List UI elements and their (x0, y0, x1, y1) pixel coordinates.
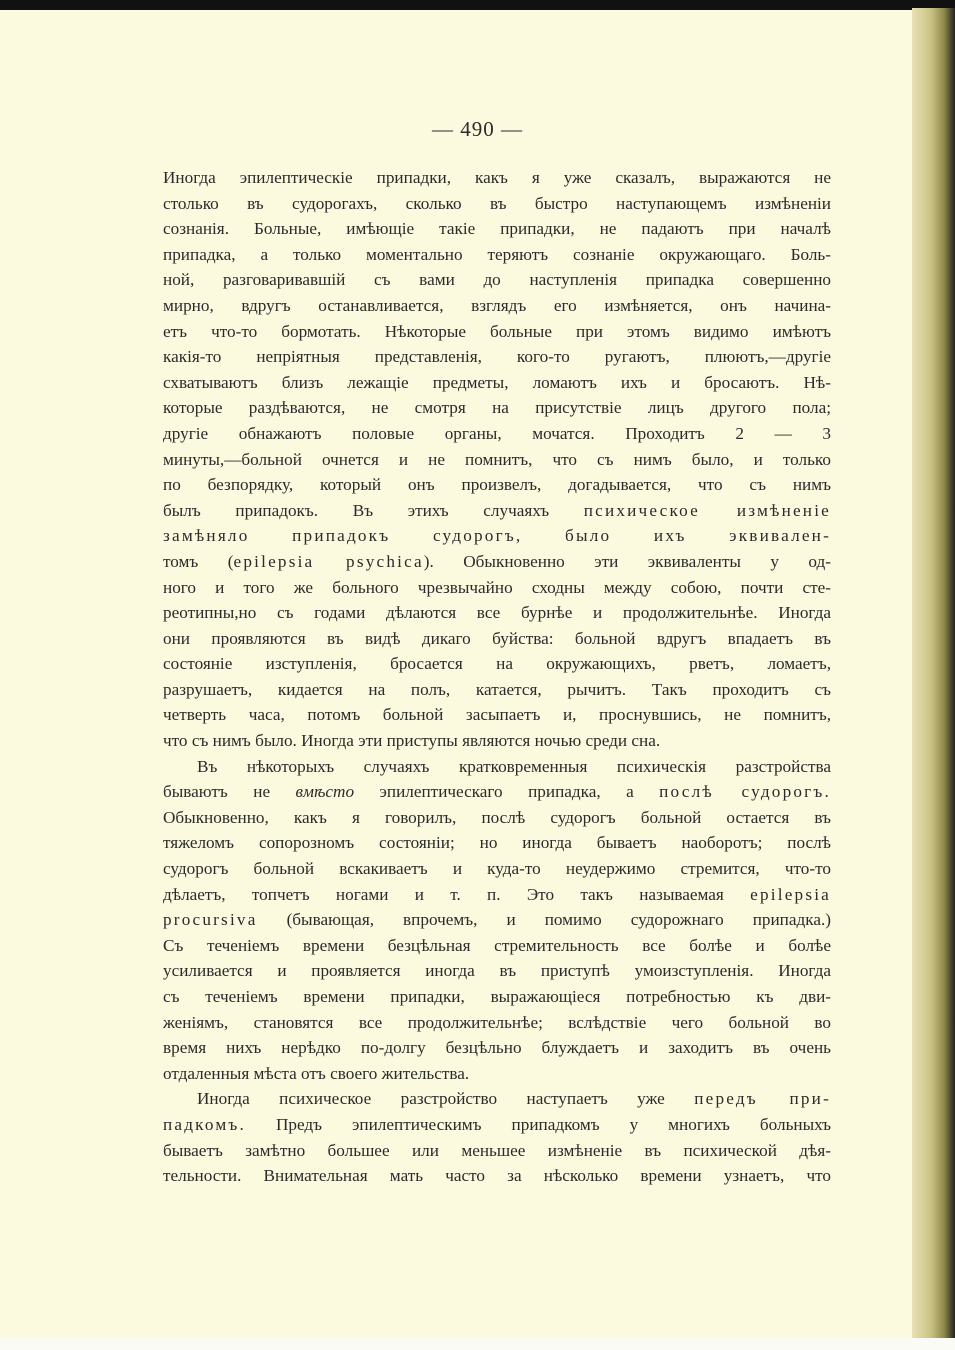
text-line: замѣняло припадокъ судорогъ, было ихъ эквивален- (163, 526, 831, 546)
text-line: другіе обнажаютъ половые органы, мочатся. Проходитъ 2 — 3 (163, 423, 831, 443)
spaced-term: передъ при- (694, 1089, 832, 1109)
text-line: етъ что-то бормотать. Нѣкоторые больные при этомъ видимо имѣютъ (163, 321, 831, 341)
text-line: ной, разговаривавшій съ вами до наступленія припадка совершенно (163, 270, 831, 290)
text-line (163, 1112, 831, 1138)
text-line: по безпорядку, который онъ произвелъ, догадывается, что съ нимъ (163, 475, 831, 495)
text-line: разрушаетъ, кидается на полъ, катается, рычитъ. Такъ проходитъ съ (163, 679, 831, 699)
italic-term: вмѣсто (295, 782, 355, 802)
text-line: что съ нимъ было. Иногда эти приступы являются ночью среди сна. (163, 731, 661, 751)
book-spine-edge (912, 8, 955, 1338)
text-line: тяжеломъ сопорозномъ состояніи; но иногда бываетъ наоборотъ; послѣ (163, 833, 831, 853)
text-line: состояніе изступленія, бросается на окружающихъ, рветъ, ломаетъ, (163, 654, 831, 674)
text-run: дѣлаетъ, топчетъ ногами и т. п. Это такъ называемая (163, 884, 724, 904)
text-line: Въ нѣкоторыхъ случаяхъ кратковременныя психическія разстройства (197, 756, 831, 776)
text-line (163, 882, 831, 908)
text-run: эпилептическаго припадка, а (379, 782, 634, 802)
text-run: томъ ( (163, 551, 234, 571)
spaced-term: procursiva (163, 910, 258, 930)
text-line: отдаленныя мѣста отъ своего жительства. (163, 1063, 470, 1083)
text-line: сознанія. Больные, имѣющіе такіе припадки, не падаютъ при началѣ (163, 219, 831, 239)
text-line: Съ теченіемъ времени безцѣльная стремительность все болѣе и болѣе (163, 935, 831, 955)
text-line: четверть часа, потомъ больной засыпаетъ и, проснувшись, не помнитъ, (163, 705, 831, 725)
text-line (163, 779, 831, 805)
text-run: Иногда психическое разстройство наступаетъ уже (197, 1089, 665, 1109)
text-run: Предъ эпилептическимъ припадкомъ у многихъ больныхъ (275, 1114, 832, 1134)
text-line: схватываютъ близъ лежащіе предметы, ломаютъ ихъ и бросаютъ. Нѣ- (163, 372, 831, 392)
text-run: ). Обыкновенно эти эквиваленты у од- (423, 551, 831, 571)
spaced-term: падкомъ. (163, 1114, 246, 1134)
text-line: они проявляются въ видѣ дикаго буйства: больной вдругъ впадаетъ въ (163, 628, 831, 648)
text-line (163, 549, 831, 575)
page-body (163, 165, 831, 1189)
text-line: Иногда эпилептическіе припадки, какъ я уже сказалъ, выражаются не (163, 168, 831, 187)
text-line (163, 907, 831, 933)
text-run: былъ припадокъ. Въ этихъ случаяхъ (163, 500, 550, 520)
text-line: судорогъ больной вскакиваетъ и куда-то неудержимо стремится, что-то (163, 859, 831, 879)
text-line: Обыкновенно, какъ я говорилъ, послѣ судорогъ больной остается въ (163, 807, 831, 827)
spaced-term: послѣ судорогъ. (659, 782, 832, 802)
paragraph-1 (163, 165, 831, 754)
text-line (163, 1086, 831, 1112)
text-line: какія-то непріятныя представленія, кого-то ругаютъ, плюютъ,—другіе (163, 347, 831, 367)
text-line (163, 498, 831, 524)
text-line: минуты,—больной очнется и не помнитъ, что съ нимъ было, и только (163, 449, 831, 469)
text-line: женіямъ, становятся все продолжительнѣе; вслѣдствіе чего больной во (163, 1012, 831, 1032)
text-line: тельности. Внимательная мать часто за нѣсколько времени узнаетъ, что (163, 1166, 831, 1186)
text-line: усиливается и проявляется иногда въ приступѣ умоизступленія. Иногда (163, 961, 831, 981)
text-line: столько въ судорогахъ, сколько въ быстро наступающемъ измѣненіи (163, 193, 831, 213)
text-run: бываютъ не (163, 782, 271, 802)
text-line: бываетъ замѣтно большее или меньшее измѣненіе въ психической дѣя- (163, 1140, 831, 1160)
text-line: мирно, вдругъ останавливается, взглядъ его измѣняется, онъ начина- (163, 295, 831, 315)
paragraph-3 (163, 1086, 831, 1188)
text-line: время нихъ нерѣдко по-долгу безцѣльно блуждаетъ и заходитъ въ очень (163, 1038, 831, 1058)
text-line: припадка, а только моментально теряютъ сознаніе окружающаго. Боль- (163, 244, 831, 264)
spaced-term: epilepsia psychica (233, 551, 424, 571)
text-line: которые раздѣваются, не смотря на присутствіе лицъ другого пола; (163, 398, 831, 418)
text-line: ного и того же больного чрезвычайно сходны между собою, почти сте- (163, 577, 831, 597)
text-run: (бывающая, впрочемъ, и помимо судорожнаго припадка.) (286, 910, 831, 930)
paragraph-2 (163, 754, 831, 1087)
text-line: реотипны,но съ годами дѣлаются все бурнѣе и продолжительнѣе. Иногда (163, 603, 831, 623)
page-number: — 490 — (432, 117, 523, 141)
spaced-term: психическое измѣненіе (583, 500, 831, 520)
text-line: съ теченіемъ времени припадки, выражающіеся потребностью къ дви- (163, 987, 831, 1006)
spaced-term: epilepsia (750, 884, 832, 904)
